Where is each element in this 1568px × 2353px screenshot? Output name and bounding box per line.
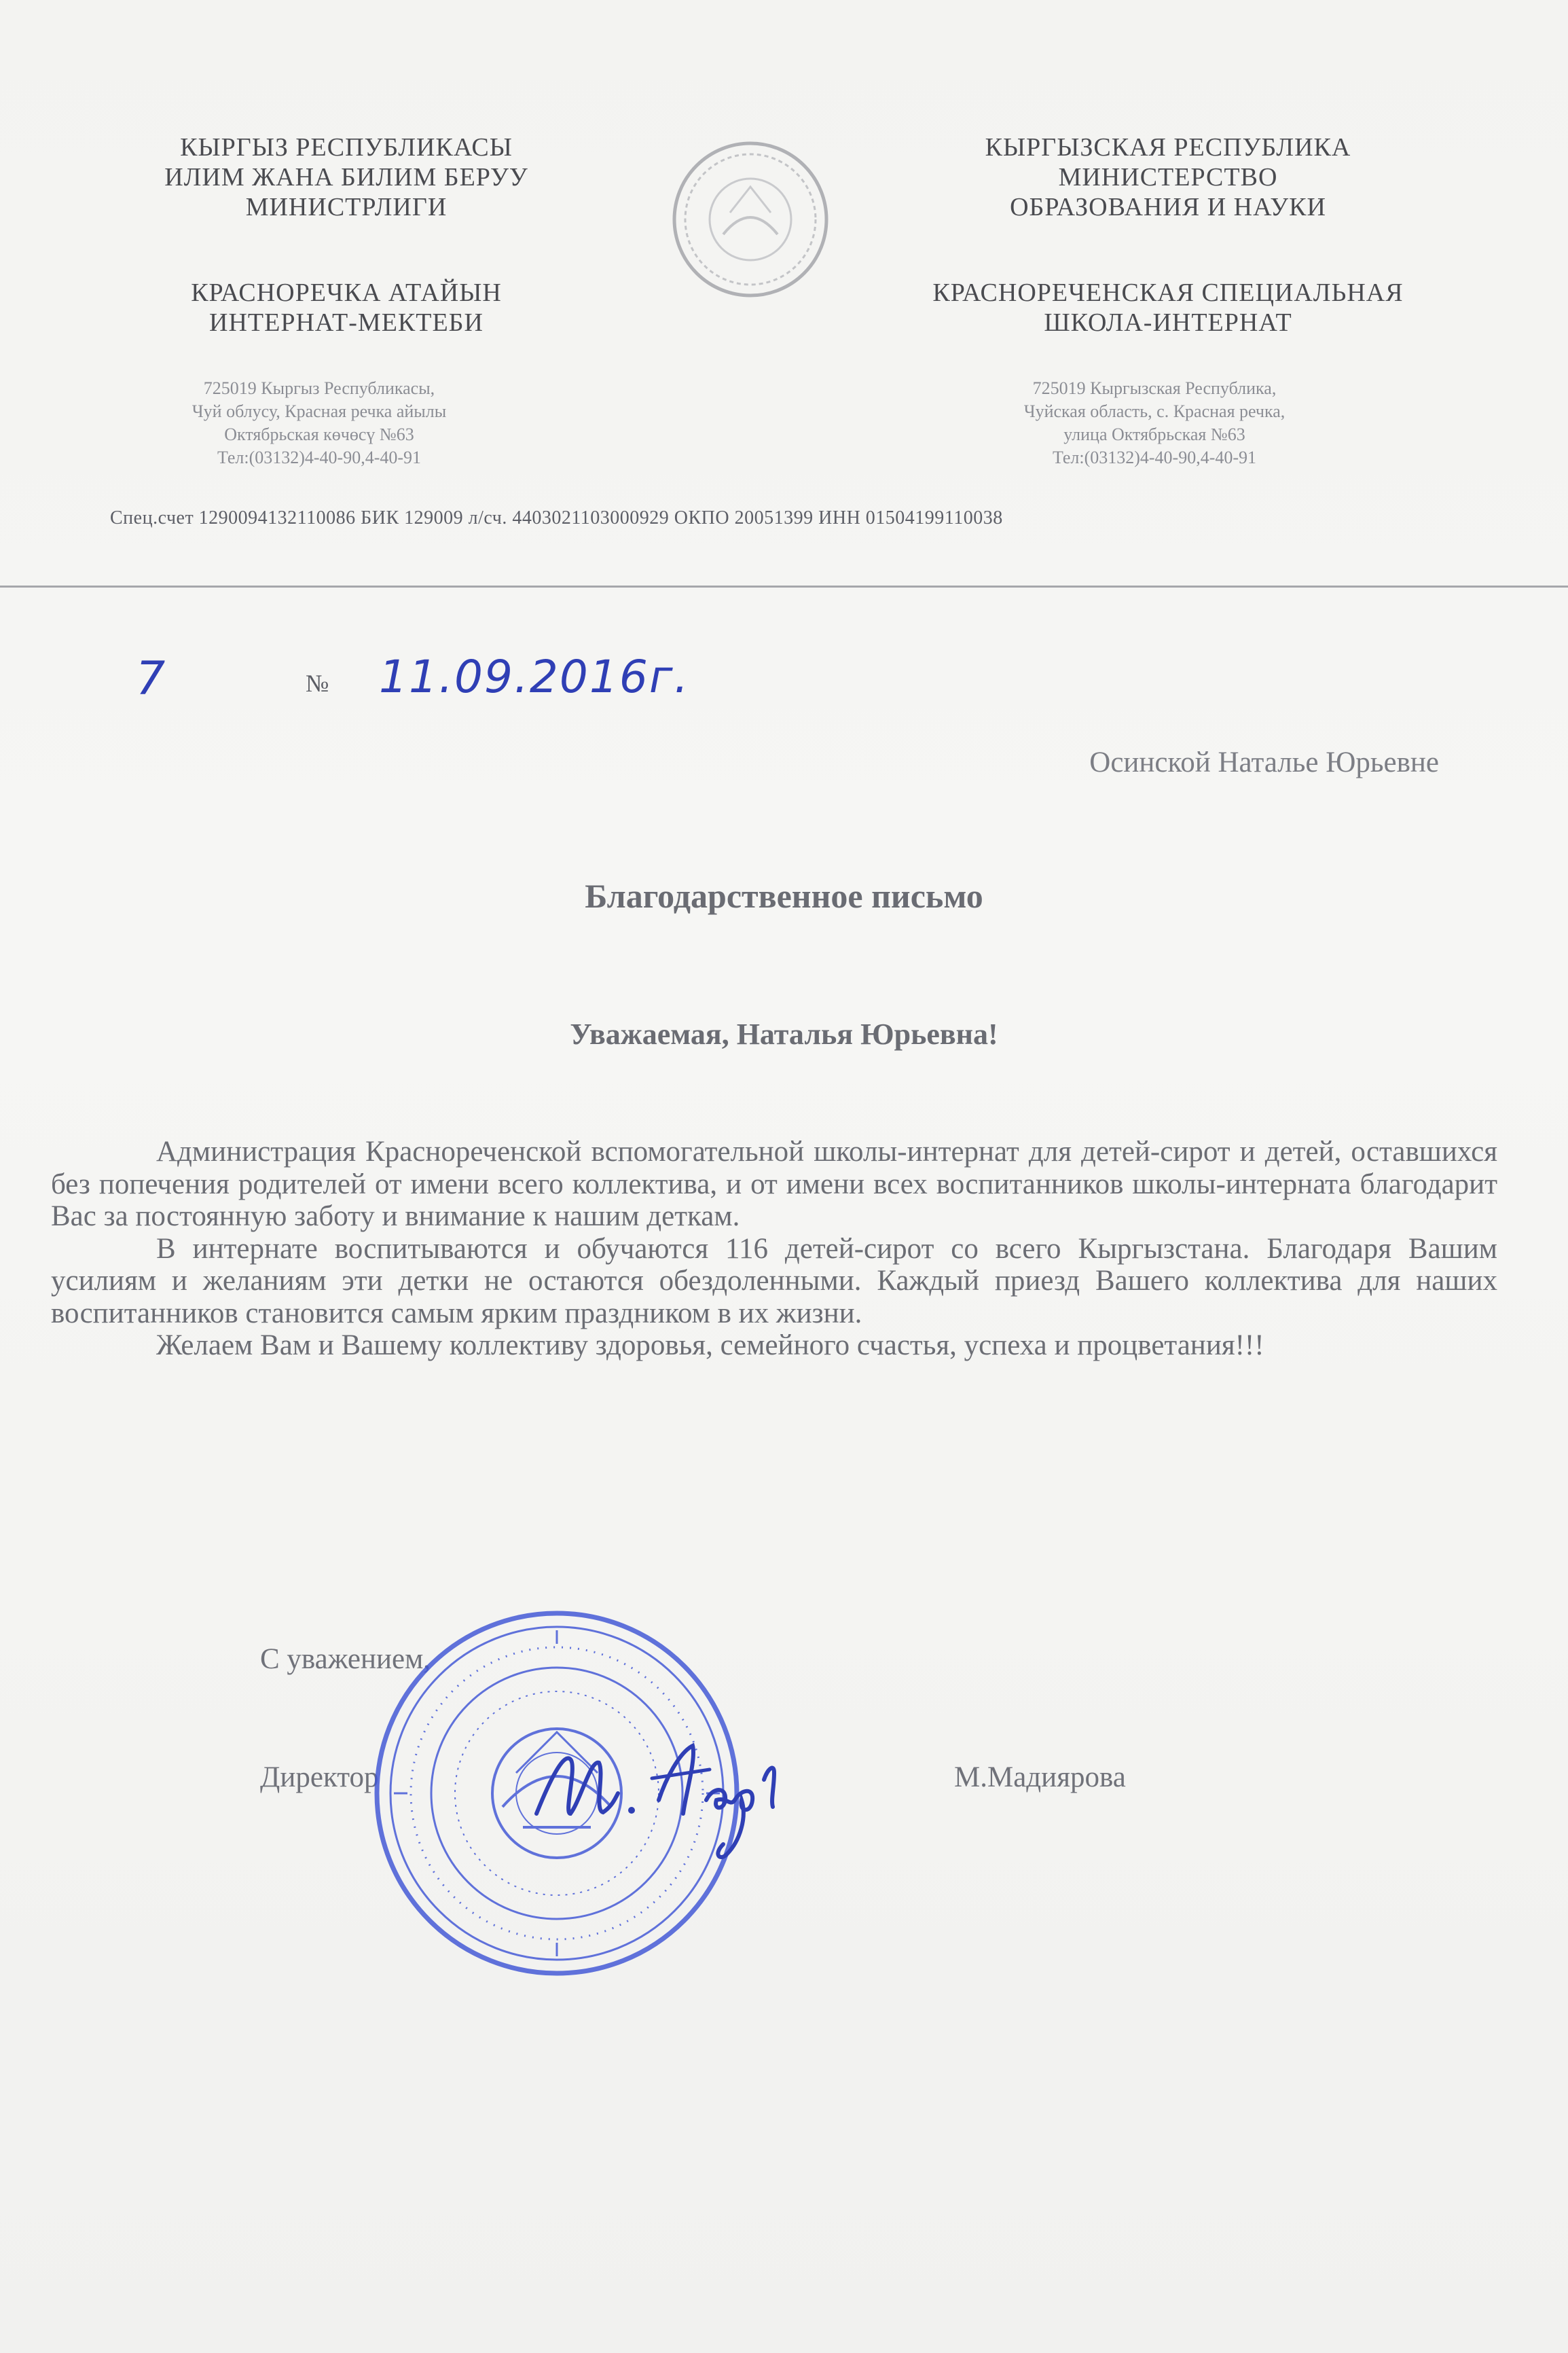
number-sign: №: [306, 670, 329, 697]
letterhead-divider: [0, 586, 1568, 588]
letterhead-left-line2: ИЛИМ ЖАНА БИЛИМ БЕРУУ: [164, 163, 528, 192]
letterhead-right-line3: ОБРАЗОВАНИЯ И НАУКИ: [1010, 193, 1326, 221]
letter-body: [51, 1136, 1497, 1362]
address-left: [109, 377, 530, 469]
letterhead-right-line1: КЫРГЫЗСКАЯ РЕСПУБЛИКА: [985, 133, 1351, 162]
letterhead-left-line1: КЫРГЫЗ РЕСПУБЛИКАСЫ: [180, 133, 513, 162]
letterhead-left-line5: ИНТЕРНАТ-МЕКТЕБИ: [209, 308, 484, 337]
handwritten-ref-number: 7: [136, 652, 166, 706]
body-paragraph-3: Желаем Вам и Вашему коллективу здоровья, семейного счастья, успеха и процветания!!!: [156, 1329, 1264, 1361]
address-right-line3: улица Октябрьская №63: [1063, 425, 1245, 444]
address-right-line2: Чуйская область, с. Красная речка,: [1023, 401, 1286, 421]
letter-title: Благодарственное письмо: [585, 877, 983, 915]
handwritten-signature-icon: [523, 1698, 822, 1875]
salutation: Уважаемая, Наталья Юрьевна!: [570, 1018, 998, 1051]
letterhead-right: [862, 132, 1474, 338]
address-right-line1: 725019 Кыргызская Республика,: [1032, 378, 1277, 398]
signer-name: М.Мадиярова: [954, 1761, 1126, 1793]
address-left-line4: Тел:(03132)4-40-90,4-40-91: [217, 448, 422, 467]
body-paragraph-2: В интернате воспитываются и обучаются 116 детей-сирот со всего Кыргызстана. Благодаря Вашим усилиям и желаниям эти детки не остаются обездоленными. Каждый приезд Вашего коллектива для наших воспитанников становится самым ярким праздником в их жизни.: [51, 1232, 1497, 1329]
address-left-line3: Октябрьская көчөсү №63: [224, 425, 414, 444]
handwritten-date: 11.09.2016г.: [379, 651, 690, 703]
letterhead-left-line3: МИНИСТРЛИГИ: [245, 193, 448, 221]
address-left-line2: Чуй облусу, Красная речка айылы: [192, 401, 447, 421]
letterhead-right-line5: ШКОЛА-ИНТЕРНАТ: [1044, 308, 1292, 337]
letterhead-right-line4: КРАСНОРЕЧЕНСКАЯ СПЕЦИАЛЬНАЯ: [932, 279, 1404, 307]
address-left-line1: 725019 Кыргыз Республикасы,: [203, 378, 435, 398]
address-right: [944, 377, 1365, 469]
body-paragraph-1: Администрация Краснореченской вспомогательной школы-интернат для детей-сирот и детей, оставшихся без попечения родителей от имени всего коллектива, и от имени всех воспитанников школы-интерната благодарит Вас за постоянную заботу и внимание к нашим деткам.: [51, 1136, 1497, 1232]
signer-position: Директор: [260, 1761, 379, 1793]
addressee: Осинской Наталье Юрьевне: [1089, 747, 1439, 778]
letterhead-left: [81, 132, 611, 338]
closing-phrase: С уважением,: [260, 1643, 431, 1675]
letterhead-right-line2: МИНИСТЕРСТВО: [1058, 163, 1278, 192]
letterhead-left-line4: КРАСНОРЕЧКА АТАЙЫН: [191, 279, 502, 307]
bank-details: Спец.счет 1290094132110086 БИК 129009 л/сч. 4403021103000929 ОКПО 20051399 ИНН 01504199110038: [110, 507, 1003, 528]
state-emblem-icon: [662, 132, 839, 306]
address-right-line4: Тел:(03132)4-40-90,4-40-91: [1052, 448, 1257, 467]
